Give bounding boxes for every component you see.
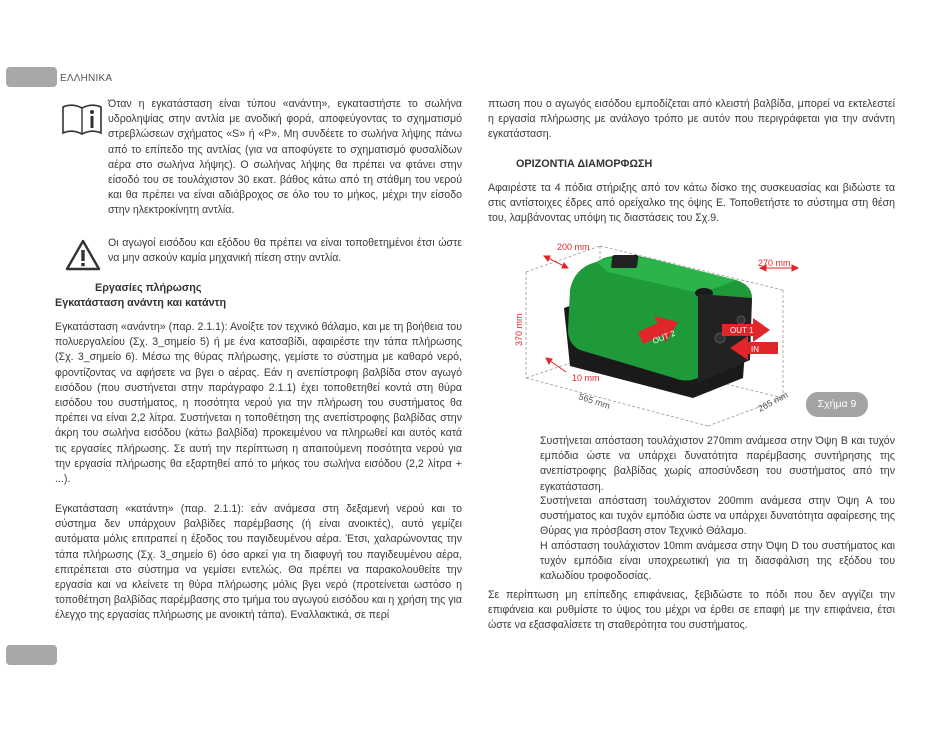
dim-270-label: 270 mm <box>758 258 791 268</box>
figure-caption-badge: Σχήμα 9 <box>806 392 868 417</box>
out1-label: OUT 1 <box>730 326 754 335</box>
dim-265-label: 265 mm <box>756 389 790 414</box>
page-tab-bottom <box>6 645 57 665</box>
horizontal-config-heading: ΟΡΙΖΟΝΤΙΑ ΔΙΑΜΟΡΦΩΣΗ <box>516 158 653 170</box>
page-tab-top <box>6 67 57 87</box>
clearance-10-paragraph: Η απόσταση τουλάχιστον 10mm ανάμεσα στην Όψη D του συστήματος και τυχόν εμπόδια είναι υποχρεωτική για τη διασφάλιση της εξόδου του καλωδίου τροφοδοσίας. <box>540 540 895 583</box>
section-heading-filling: Εργασίες πλήρωσης <box>95 282 202 294</box>
continued-paragraph: πτωση που ο αγωγός εισόδου εμποδίζεται από κλειστή βαλβίδα, μπορεί να εκτελεστεί η εργασία πλήρωσης με ανάλογο τρόπο με αυτόν που περιγράφεται για την ανάντη εγκατάσταση. <box>488 98 895 141</box>
manual-info-icon <box>61 103 103 135</box>
clearance-200-paragraph: Συστήνεται απόσταση τουλάχιστον 200mm ανάμεσα στην Όψη Α του συστήματος και τυχόν εμπόδια ώστε να υπάρχει δυνατότητα αφαίρεσης της Θύρας για πρόσβαση στον Τεχνικό Θάλαμο. <box>540 495 895 538</box>
dim-565-label: 565 mm <box>577 391 612 411</box>
dim-200-label: 200 mm <box>557 242 590 252</box>
dim-10-label: 10 mm <box>572 373 600 383</box>
pump-display <box>611 255 639 268</box>
subsection-heading-installation: Εγκατάσταση ανάντη και κατάντη <box>55 297 227 309</box>
intake-pipe-note: Όταν η εγκατάσταση είναι τύπου «ανάντη», εγκαταστήστε το σωλήνα υδροληψίας στην αντλία με ανοδική φορά, αποφεύγοντας το σχηματισμό στρεβλώσεων σχήματος «S» ή «P». Μη συνδέετε το σωλήνα λήψης πάνω από το επίπεδο της αντλίας (για να αποφύγετε το σχηματισμό φυσαλίδων αέρα στο σωλήνα λήψης). Ο σωλήνας λήψης θα πρέπει να φτάνει στην είσοδό του σε τουλάχιστον 30 εκατ. βάθος κάτω από τη στάθμη του νερού και θα πρέπει να είναι αδιάβροχος σε όλο του το μήκος, μέχρι την είσοδο στην ηλεκτροκίνητη αντλία. <box>108 98 462 217</box>
upstream-install-paragraph: Εγκατάσταση «ανάντη» (παρ. 2.1.1): Ανοίξτε τον τεχνικό θάλαμο, και με τη βοήθεια του πολυεργαλείου (Σχ. 3_σημείο 5) ή με ένα κατσαβίδι, αφαιρέστε την τάπα πλήρωσης (Σχ. 3_σημείο 6). Μέσω της θύρας πλήρωσης, γεμίστε το σύστημα με καθαρό νερό, φροντίζοντας να αφήσετε να βγει ο αέρας. Εάν η ανεπίστροφη βαλβίδα στον αγωγό εισόδου (που συστήνεται στην παράγραφο 2.1.1) έχει τοποθετηθεί κοντά στη θύρα εισόδου του συστήματος, η ποσότητα νερού για την πλήρωση του συστήματος θα πρέπει να είναι 2,2 λίτρα. Συστήνεται η τοποθέτηση της ανεπίστροφης βαλβίδας στην άκρη του σωλήνα εισόδου (κάτω βαλβίδα) προκειμένου να πληρωθεί και αυτός κατά τις εργασίες πλήρωσης. Σε αυτή την περίπτωση η απαιτούμενη ποσότητα νερού για την εργασία πλήρωσης θα εξαρτηθεί από το μήκος του σωλήνα εισόδου (2,2 λίτρα + ...). <box>55 321 462 486</box>
downstream-install-paragraph: Εγκατάσταση «κατάντη» (παρ. 2.1.1): εάν ανάμεσα στη δεξαμενή νερού και το σύστημα δεν υπάρχουν βαλβίδες παρέμβασης (ή είναι ανοικτές), αυτό γεμίζει αυτόματα μόλις επιτραπεί η έξοδος του παγιδευμένου αέρα. Έτσι, χαλαρώνοντας την τάπα πλήρωσης (Σχ. 3_σημείο 6) όσο αρκεί για τη διαφυγή του παγιδευμένου αέρα, επιτρέπεται στο σύστημα να γεμίσει εντελώς. Θα πρέπει να παρακολουθείτε την εργασία και να κλείνετε τη θύρα πλήρωσης μόλις βγει νερό (προτείνεται ωστόσο η τοποθέτηση βαλβίδας παρέμβασης στο τμήμα του αγωγού εισόδου και η χρήση της για έλεγχο της εργασίας πλήρωσης με ανοικτή τάπα). Εναλλακτικά, σε περί <box>55 503 463 622</box>
dim-370-label: 370 mm <box>514 313 524 346</box>
warning-icon <box>64 238 102 272</box>
mounting-feet-paragraph: Αφαιρέστε τα 4 πόδια στήριξης από τον κάτω δίσκο της συσκευασίας και βιδώστε τα στις αντίστοιχες έδρες από ορείχαλκο της όψης Ε. Τοποθετήστε το σύστημα στη θέση του, λαμβάνοντας υπόψη τις διαστάσεις του Σχ.9. <box>488 182 895 225</box>
out2-label: OUT 2 <box>651 328 677 346</box>
in-label: IN <box>751 345 759 354</box>
pipe-stress-warning: Οι αγωγοί εισόδου και εξόδου θα πρέπει να είναι τοποθετημένοι έτσι ώστε να μην ασκούν καμία μηχανική πίεση στην αντλία. <box>108 237 462 265</box>
pump-dimensions-figure <box>508 238 808 428</box>
clearance-270-paragraph: Συστήνεται απόσταση τουλάχιστον 270mm ανάμεσα στην Όψη Β και τυχόν εμπόδια ώστε να υπάρχει δυνατότητα παρέμβασης συντήρησης της ανεπίστροφης βαλβίδας χωρίς αποσύνδεση του συστήματος από την εγκατάσταση. <box>540 435 895 493</box>
uneven-surface-paragraph: Σε περίπτωση μη επίπεδης επιφάνειας, ξεβιδώστε το πόδι που δεν αγγίζει την επιφάνεια και ρυθμίστε το ύψος του μέχρι να έρθει σε επαφή με την επιφάνεια, έτσι ώστε να εξασφαλίσετε τη σταθερότητα του συστήματος. <box>488 589 895 632</box>
language-label: ΕΛΛΗΝΙΚΑ <box>60 73 113 84</box>
